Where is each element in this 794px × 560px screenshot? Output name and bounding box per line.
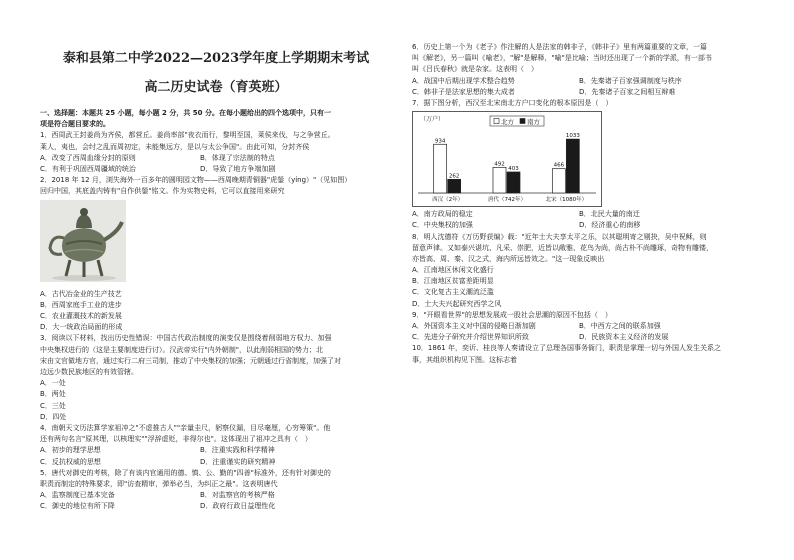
question-2 (40, 175, 392, 333)
option-c[interactable]: C．有利于巩固西周疆域的统治 (40, 164, 136, 173)
option-c[interactable]: C．农业灌溉技术的新发展 (40, 312, 122, 321)
bar-1-0 (448, 179, 461, 193)
option-a[interactable]: A．监察制度已基本完备 (40, 491, 115, 500)
section-heading: 一、选择题：本题共 25 小题，每小题 2 分，共 50 分。在每小题给出的四个选项中，只有一 (40, 109, 331, 117)
option-d[interactable]: D．先秦诸子百家之间相互辩难 (579, 87, 676, 96)
legend-swatch-1 (520, 119, 525, 124)
legend-swatch-0 (494, 119, 499, 124)
option-c[interactable]: C．文化复古主义潮流泛滥 (412, 288, 494, 297)
exam-subtitle: 高二历史试卷（育英班） (144, 80, 288, 95)
option-c[interactable]: C．韩非子是法家思想的集大成者 (412, 87, 515, 96)
option-a[interactable]: A．江南地区休闲文化盛行 (412, 266, 494, 275)
question-text: 叫《解老》，另一篇叫《喻老》，"解"是解释，"喻"是比喻；当时还出现了一个新的学派，有一部书 (412, 54, 712, 63)
option-b[interactable]: B．西周家庭手工业的进步 (40, 300, 122, 309)
option-row (40, 164, 392, 175)
data-label-0-1: 492 (494, 161, 505, 168)
question-3 (40, 333, 392, 423)
legend-label-0: 北方 (501, 118, 514, 127)
x-tick-label-2: 北宋（1080年） (545, 197, 588, 204)
option-b[interactable]: B．两处 (40, 390, 66, 399)
bar-0-1 (493, 167, 506, 193)
question-text: 7．据下图分析，西汉至北宋南北方户口变化的根本原因是（ ） (412, 98, 613, 107)
option-row (40, 501, 392, 512)
option-b[interactable]: B．对监察官的考核严格 (200, 491, 275, 500)
question-text: 边远少数民族地区的有效管辖。 (40, 368, 138, 377)
bar-1-1 (507, 172, 520, 193)
option-row (412, 76, 762, 87)
question-4 (40, 423, 392, 468)
question-text: 亦皆高、周、秦、汉之式，海内所远皆效之。"这一现象反映出 (412, 254, 605, 263)
question-text: 还有两句名言"原其理，以核理实""浮辞虚贬，非得尔也"。这体现出了祖冲之具有（ ） (40, 435, 312, 444)
question-text: 5．唐代对御史的考核，除了有该内官通用的德、慎、公、勤的"四善"标准外，还有针对御史的 (40, 468, 331, 477)
option-d[interactable]: D．民族资本主义经济的发展 (579, 333, 669, 342)
question-text: 4．南朝天文历法算学家祖冲之"不虚推古人""亲量圭尺，躬察仪漏，目尽毫厘，心穷筹策"。他 (40, 423, 331, 432)
option-b[interactable]: B．北民大量的南迁 (579, 210, 640, 219)
question-8 (412, 232, 762, 310)
option-d[interactable]: D．政府行政日益理性化 (200, 502, 276, 511)
option-row (412, 209, 762, 220)
bronze-vessel-image (40, 200, 126, 282)
option-b[interactable]: B．中西方之间的联系加强 (579, 322, 661, 330)
bar-0-0 (434, 144, 447, 193)
question-7 (412, 98, 762, 232)
option-d[interactable]: D．大一统政治局面的形成 (40, 323, 123, 332)
option-a[interactable]: A．改变了西周血缘分封的原则 (40, 153, 136, 162)
option-c[interactable]: C．反抗权威的思想 (40, 457, 101, 466)
question-6 (412, 42, 762, 98)
option-a[interactable]: A．外国资本主义对中国的侵略日渐加剧 (412, 322, 536, 330)
option-c[interactable]: C．先进分子研究并介绍世界知识所致 (412, 333, 529, 342)
option-b[interactable]: B．江南地区贫富差距明显 (412, 277, 494, 286)
bar-chart-svg (412, 111, 602, 207)
option-b[interactable]: B．体现了宗法制的特点 (200, 153, 275, 162)
option-row (40, 445, 392, 456)
question-text: 中央集权进行的（这是主要制度进行讨）。汉武帝实行"内外朝制"，以此削弱相国的势力；北 (40, 345, 323, 354)
option-c[interactable]: C．御史的地位有所下降 (40, 502, 115, 511)
section-heading-cont: 项是符合题目要求的。 (40, 120, 110, 129)
question-text: 1．西周武王封姜尚为齐侯，都营丘。姜尚率部"夜衣而行，黎明至国，莱侯来伐，与之争营丘。 (40, 131, 335, 140)
option-d[interactable]: D．经济重心的南移 (579, 221, 641, 230)
option-b[interactable]: B．先秦诸子百家强调制度与秩序 (579, 76, 682, 85)
bar-1-2 (566, 139, 579, 193)
option-a[interactable]: A．初步的理学思想 (40, 446, 101, 455)
option-row (412, 87, 762, 98)
bar-0-2 (552, 169, 565, 193)
right-column (412, 42, 762, 366)
option-row (40, 153, 392, 164)
question-text: 职责而制定的特殊要求，即"访查精审，弹举必当，为纠正之最"。这表明唐代 (40, 479, 278, 488)
question-text: 回归中国，其底盖内铸有"自作供鎣"铭文。作为实物史料，它可以直接用来研究 (40, 187, 285, 196)
question-text: 叫《吕氏春秋》就是杂家。这表明（ ） (412, 65, 538, 74)
option-b[interactable]: B．注重实践和科学精神 (200, 446, 275, 455)
question-text: 8．明人沈德符《万历野获编》载："近年士大夫享太平之乐，以其聪明寄之剔抉，吴中祝稣，则 (412, 232, 707, 241)
question-text: 宋由文官做地方官，通过实行二府三司制，推动了中央集权的加强；元朝通过行省制度，加强了对 (40, 356, 341, 365)
data-label-0-2: 466 (553, 162, 565, 169)
question-5 (40, 468, 392, 513)
question-text: 2．2018 年 12 月，浏失海外一百多年的圆明园文物——西周晚期青铜器"虎鎣（yíng）"（见如图） (40, 176, 352, 185)
question-10 (412, 343, 762, 365)
question-text: 9．"开眼看世界"的思想发展成一股社会思潮的原因不包括（ ） (412, 310, 612, 319)
question-text: 6．历史上第一个为《老子》作注解的人是法家的韩非子，《韩非子》里有两篇重要的文章，一篇 (412, 43, 707, 51)
data-label-0-0: 934 (434, 138, 446, 145)
data-label-1-0: 262 (448, 173, 460, 180)
question-text: 莱人，夷也，会纣之乱而周初定，未能集远方，是以与太公争国"。由此可知，分封齐侯 (40, 142, 310, 151)
option-c[interactable]: C．中央集权的加强 (412, 221, 473, 230)
left-column (40, 0, 392, 512)
chart-unit-label: （万户） (420, 116, 445, 124)
x-tick-label-1: 唐代（742年） (488, 197, 526, 204)
option-d[interactable]: D．四处 (40, 412, 67, 421)
question-text: 10．1861 年，奕䜣、桂良等人奏请设立了总理各国事务衙门，职责是掌理一切与外国人发生关系之 (412, 344, 721, 353)
exam-title: 泰和县第二中学2022—2023学年度上学期期末考试 (62, 51, 370, 66)
option-d[interactable]: D．注重谨实的研究精神 (200, 457, 276, 466)
question-9 (412, 310, 762, 344)
x-tick-label-0: 西汉（2年） (432, 197, 464, 204)
question-text: 事，其组织机构见下图。这标志着 (412, 355, 517, 364)
population-chart (412, 111, 762, 207)
legend-label-1: 南方 (527, 118, 540, 127)
option-a[interactable]: A．古代冶金业的生产技艺 (40, 289, 122, 298)
option-row (412, 332, 762, 343)
option-a[interactable]: A．南方政局的稳定 (412, 210, 473, 219)
option-row (412, 220, 762, 231)
question-1 (40, 130, 392, 175)
option-d[interactable]: D．士大夫兴起研究西学之风 (412, 299, 502, 308)
option-row (40, 490, 392, 501)
data-label-1-1: 403 (508, 166, 519, 173)
option-a[interactable]: A．战国中后期出现学术整合趋势 (412, 76, 515, 85)
option-d[interactable]: D．导致了地方争端加剧 (200, 164, 276, 173)
option-row (40, 457, 392, 468)
data-label-1-2: 1033 (565, 133, 580, 140)
question-text: 3．阅读以下材料，找出历史性错误：中国古代政治制度的演变仅是围绕着削弱地方权力、加强 (40, 334, 332, 343)
option-row (412, 321, 762, 332)
question-text: 留意声律。又如泰兴谌坑、凡采、崇肥，近皆以敞雅、花鸟为尚，尚古朴不尚雕琢，奇物有雕镂， (412, 243, 713, 252)
option-c[interactable]: C．三处 (40, 401, 66, 410)
option-a[interactable]: A．一处 (40, 379, 66, 388)
